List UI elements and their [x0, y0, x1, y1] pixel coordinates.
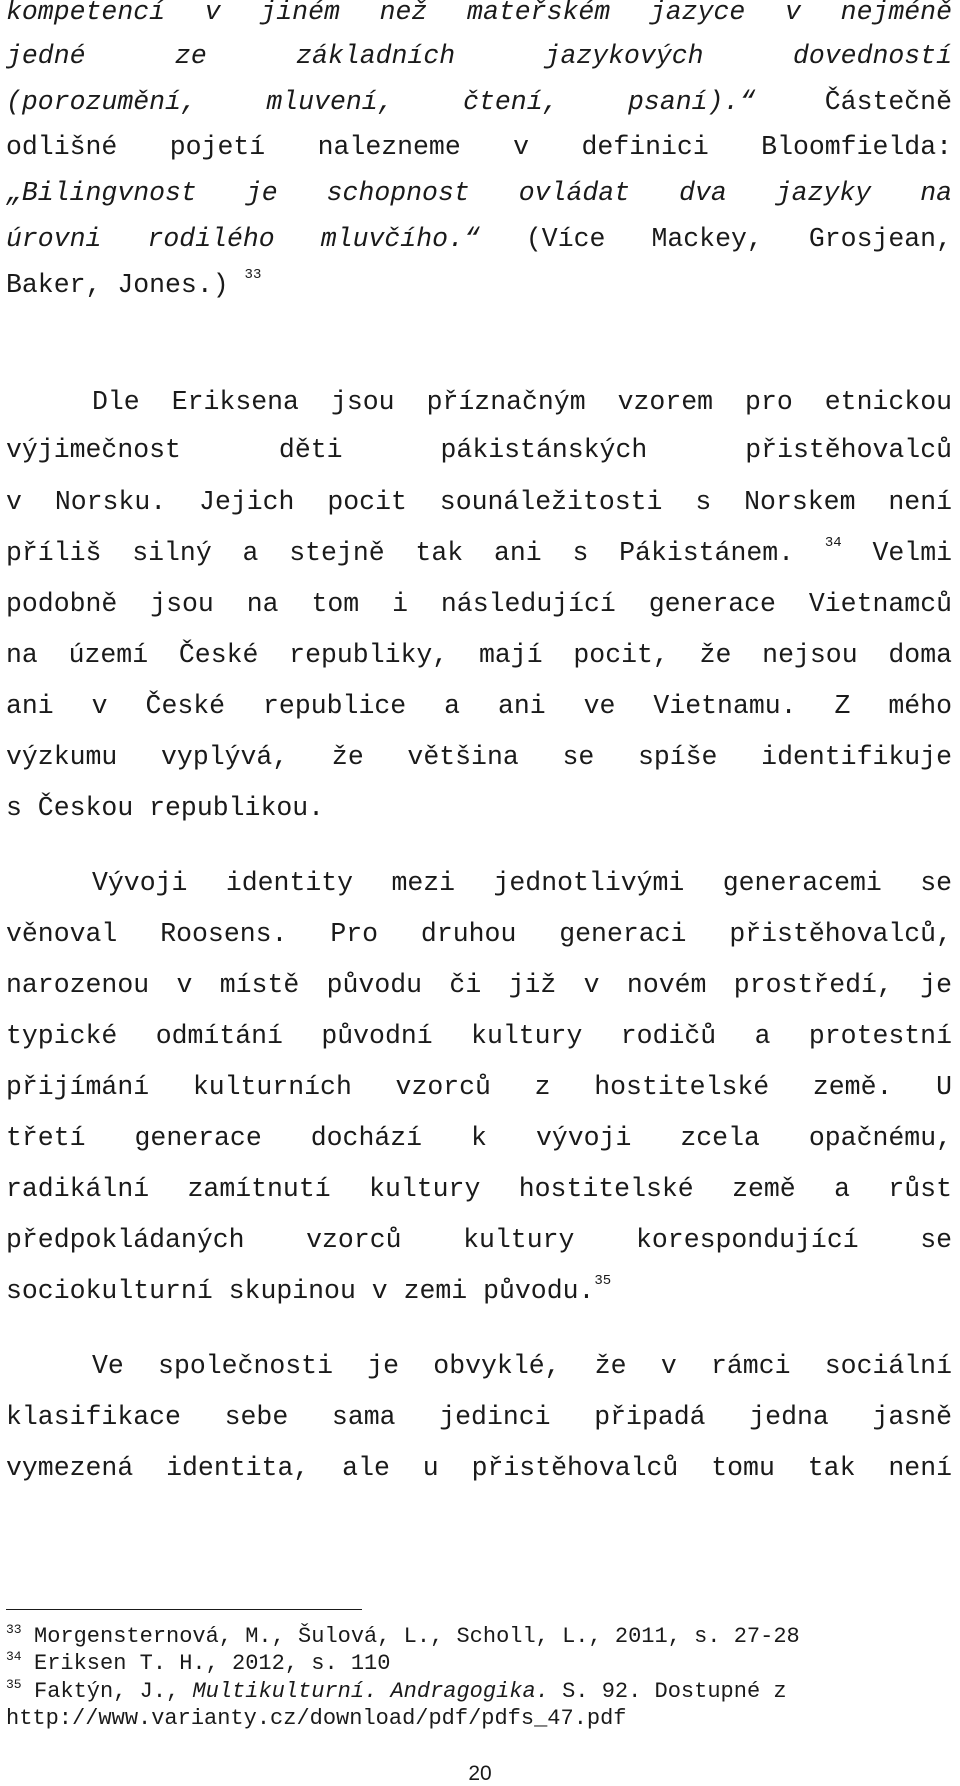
- footnote-reference: 35: [594, 1274, 612, 1289]
- text-line: podobně jsou na tom i následující generace Vietnamců: [6, 589, 952, 619]
- footnote-url[interactable]: http://www.varianty.cz/download/pdf/pdfs_47.pdf: [6, 1706, 627, 1731]
- text-line: jedné ze základních jazykových dovedností: [6, 41, 952, 71]
- footnote-reference: 34: [824, 536, 842, 551]
- text-line: úrovni rodilého mluvčího.“ (Více Mackey, Grosjean,: [6, 224, 952, 254]
- text-line: vymezená identita, ale u přistěhovalců tomu tak není: [6, 1453, 952, 1483]
- text-line: předpokládaných vzorců kultury korespondující se: [6, 1225, 952, 1255]
- text-line: ani v České republice a ani ve Vietnamu. Z mého: [6, 691, 952, 721]
- text-line: na území České republiky, mají pocit, že nejsou doma: [6, 640, 952, 670]
- text-line: Vývoji identity mezi jednotlivými generacemi se: [92, 868, 952, 898]
- text-line: radikální zamítnutí kultury hostitelské země a růst: [6, 1174, 952, 1204]
- text-line: věnoval Roosens. Pro druhou generaci přistěhovalců,: [6, 919, 952, 949]
- text-line: Ve společnosti je obvyklé, že v rámci sociální: [92, 1351, 952, 1381]
- text-line: „Bilingvnost je schopnost ovládat dva jazyky na: [6, 178, 952, 208]
- text-line: kompetencí v jiném než mateřském jazyce v nejméně: [6, 0, 952, 27]
- text-line: s Českou republikou.: [6, 793, 325, 823]
- text-line: narozenou v místě původu či již v novém prostředí, je: [6, 970, 952, 1000]
- text-line: přijímání kulturních vzorců z hostitelské země. U: [6, 1072, 952, 1102]
- footnote: $^{33}$ Morgensternová, M., Šulová, L., Scholl, L., 2011, s. 27-28: [6, 1622, 800, 1649]
- text-line: výjimečnost děti pákistánských přistěhovalců: [6, 435, 952, 465]
- text-line: výzkumu vyplývá, že většina se spíše identifikuje: [6, 742, 952, 772]
- footnote-reference: 33: [244, 268, 262, 283]
- text-line: typické odmítání původní kultury rodičů a protestní: [6, 1021, 952, 1051]
- text-line: klasifikace sebe sama jedinci připadá jedna jasně: [6, 1402, 952, 1432]
- text-line: sociokulturní skupinou v zemi původu.$^{35}$: [6, 1274, 612, 1306]
- text-line: Dle Eriksena jsou příznačným vzorem pro etnickou: [92, 387, 952, 417]
- text-line: odlišné pojetí nalezneme v definici Bloomfielda:: [6, 132, 952, 162]
- text-line: příliš silný a stejně tak ani s Pákistánem. $^{34}$ Velmi: [6, 536, 952, 568]
- page-number: 20: [468, 1762, 492, 1785]
- footnote: $^{35}$ Faktýn, J., Multikulturní. Andragogika. S. 92. Dostupné z: [6, 1677, 787, 1704]
- text-line: v Norsku. Jejich pocit sounáležitosti s Norskem není: [6, 487, 952, 517]
- text-line: třetí generace dochází k vývoji zcela opačnému,: [6, 1123, 952, 1153]
- text-line: Baker, Jones.) $^{33}$: [6, 268, 262, 300]
- footnote: $^{34}$ Eriksen T. H., 2012, s. 110: [6, 1649, 391, 1676]
- text-line: (porozumění, mluvení, čtení, psaní).“ Částečně: [6, 87, 952, 117]
- footnote-separator: [6, 1609, 362, 1610]
